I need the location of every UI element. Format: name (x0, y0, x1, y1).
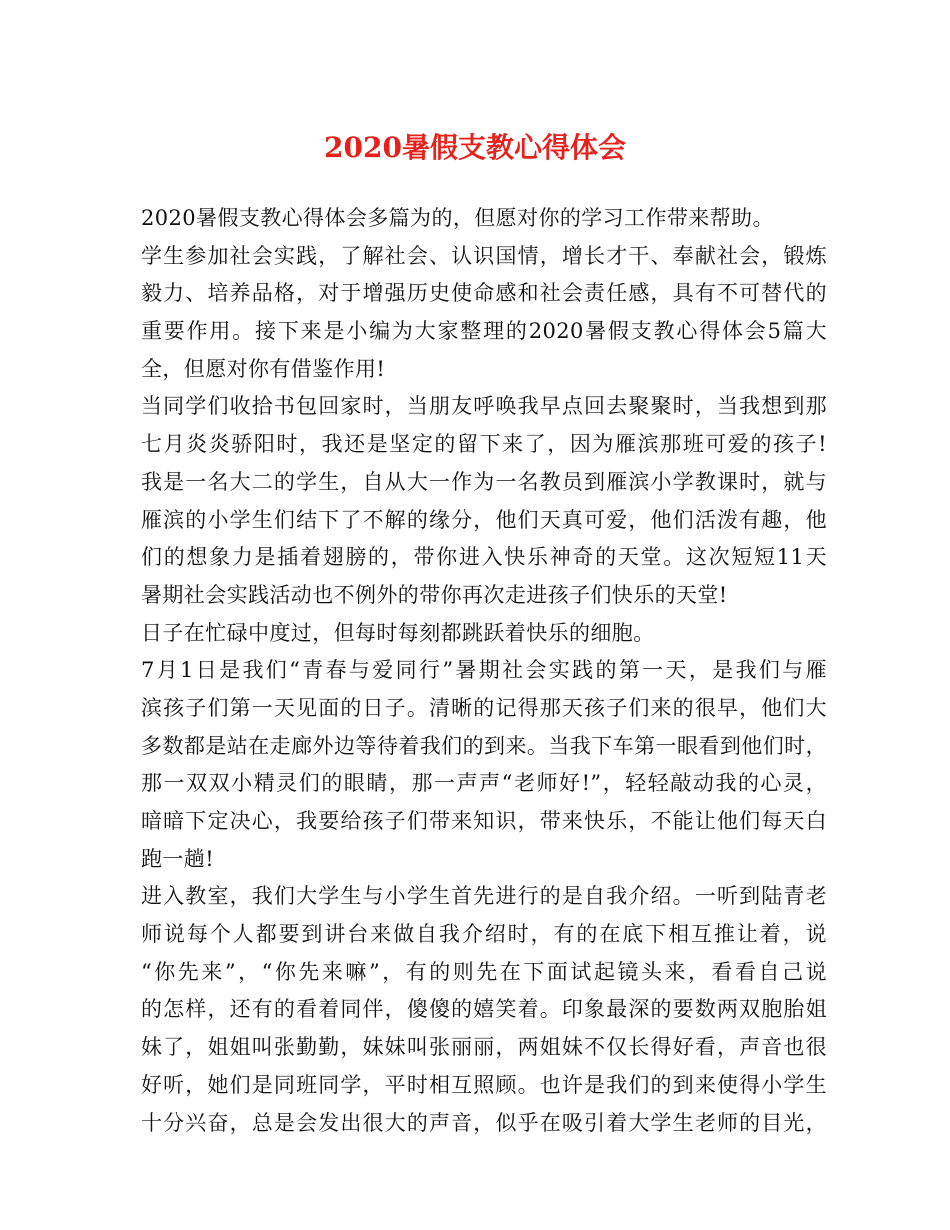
body-text-line: 暗暗下定决心，我要给孩子们带来知识，带来快乐，不能让他们每天白 (141, 809, 827, 833)
body-text-line: 毅力、培养品格，对于增强历史使命感和社会责任感，具有不可替代的 (141, 281, 827, 306)
body-text-line: 的怎样，还有的看着同伴，傻傻的嬉笑着。印象最深的要数两双胞胎姐 (141, 997, 827, 1022)
body-text-line: 好听，她们是同班同学，平时相互照顾。也许是我们的到来使得小学生 (141, 1072, 827, 1097)
body-text-line: 我是一名大二的学生，自从大一作为一名教员到雁滨小学教课时，就与 (141, 469, 827, 494)
body-text-line: 师说每个人都要到讲台来做自我介绍时，有的在底下相互推让着，说 (141, 922, 827, 947)
body-text-line: 滨孩子们第一天见面的日子。清晰的记得那天孩子们来的很早，他们大 (141, 695, 827, 720)
body-text-line: 日子在忙碌中度过，但每时每刻都跳跃着快乐的细胞。 (141, 620, 655, 645)
body-text-line: 十分兴奋，总是会发出很大的声音，似乎在吸引着大学生老师的目光， (141, 1110, 827, 1135)
document-title: 2020暑假支教心得体会 (324, 131, 626, 164)
body-text-line: “你先来”，“你先来嘛”，有的则先在下面试起镜头来，看看自己说 (141, 959, 827, 984)
body-text-line: 学生参加社会实践，了解社会、认识国情，增长才干、奉献社会，锻炼 (141, 243, 827, 268)
document-body (141, 200, 827, 1142)
body-text-line: 们的想象力是插着翅膀的，带你进入快乐神奇的天堂。这次短短11天 (141, 545, 827, 570)
body-text-line: 那一双双小精灵们的眼睛，那一声声“老师好!”，轻轻敲动我的心灵， (141, 771, 827, 796)
body-text-line: 全，但愿对你有借鉴作用! (141, 356, 386, 381)
body-text-line: 雁滨的小学生们结下了不解的缘分，他们天真可爱，他们活泼有趣，他 (141, 507, 827, 532)
body-text-line: 七月炎炎骄阳时，我还是坚定的留下来了，因为雁滨那班可爱的孩子! (141, 432, 827, 457)
body-text-line: 重要作用。接下来是小编为大家整理的2020暑假支教心得体会5篇大 (141, 319, 827, 344)
body-text-line: 暑期社会实践活动也不例外的带你再次走进孩子们快乐的天堂! (141, 582, 728, 607)
body-text-line: 2020暑假支教心得体会多篇为的，但愿对你的学习工作带来帮助。 (141, 206, 774, 230)
body-text-line: 进入教室，我们大学生与小学生首先进行的是自我介绍。一听到陆青老 (141, 884, 827, 909)
body-text-line: 多数都是站在走廊外边等待着我们的到来。当我下车第一眼看到他们时， (141, 733, 827, 758)
body-text-line: 当同学们收拾书包回家时，当朋友呼唤我早点回去聚聚时，当我想到那 (141, 394, 827, 419)
body-text-line: 妹了，姐姐叫张勤勤，妹妹叫张丽丽，两姐妹不仅长得好看，声音也很 (141, 1035, 827, 1060)
body-text-line: 跑一趟! (141, 846, 215, 871)
body-text-line: 7月1日是我们“青春与爱同行”暑期社会实践的第一天，是我们与雁 (141, 658, 827, 683)
